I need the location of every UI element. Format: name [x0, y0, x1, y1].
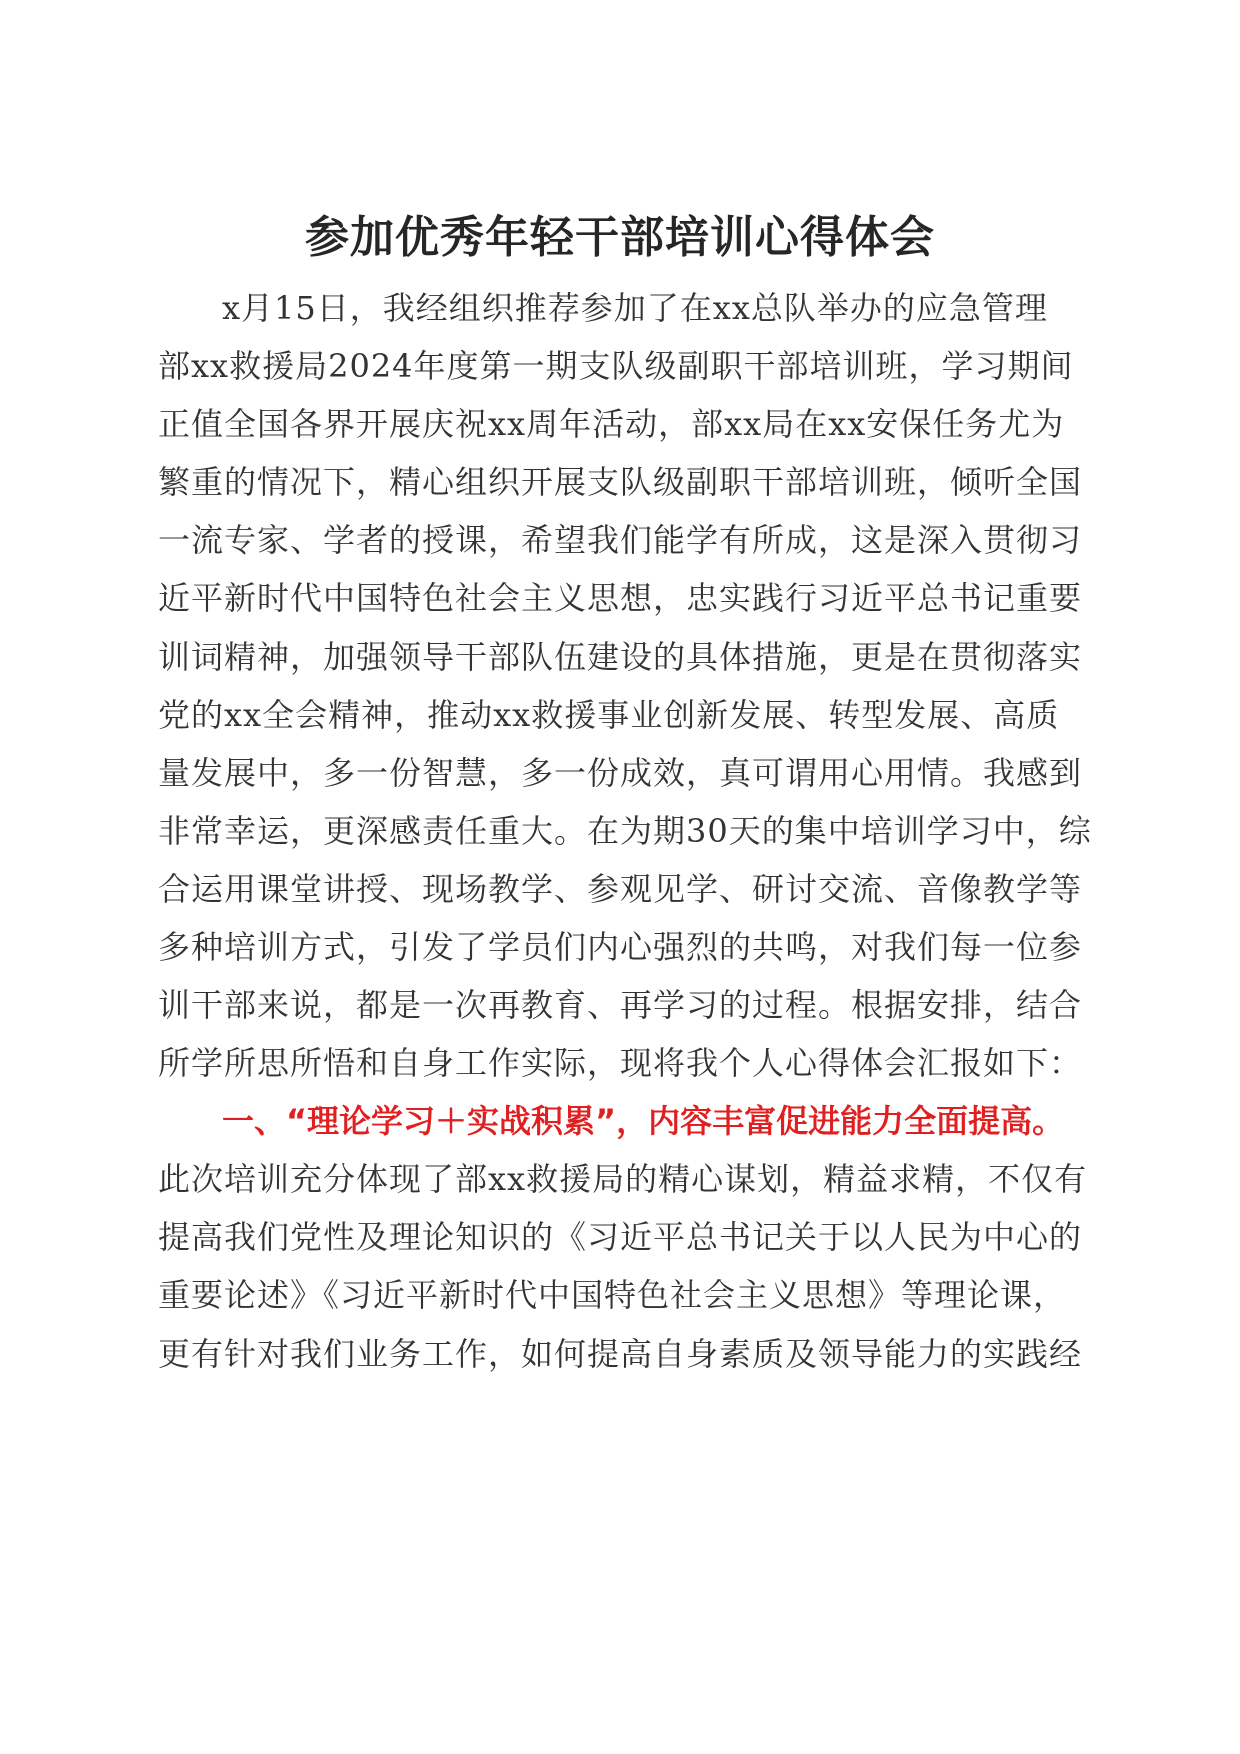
- paragraph-line: 党的xx全会精神，推动xx救援事业创新发展、转型发展、高质: [158, 696, 1060, 734]
- section-heading: 一、“理论学习＋实战积累”，内容丰富促进能力全面提高。: [222, 1102, 1065, 1140]
- paragraph-line: 所学所思所悟和自身工作实际，现将我个人心得体会汇报如下：: [158, 1044, 1083, 1082]
- paragraph-line: 正值全国各界开展庆祝xx周年活动，部xx局在xx安保任务尤为: [158, 405, 1065, 443]
- paragraph-line: 此次培训充分体现了部xx救援局的精心谋划，精益求精，不仅有: [158, 1160, 1088, 1198]
- paragraph-line: 一流专家、学者的授课，希望我们能学有所成，这是深入贯彻习: [158, 521, 1083, 559]
- paragraph-line: x月15日，我经组织推荐参加了在xx总队举办的应急管理: [222, 289, 1048, 327]
- paragraph-line: 多种培训方式，引发了学员们内心强烈的共鸣，对我们每一位参: [158, 928, 1083, 966]
- paragraph-line: 非常幸运，更深感责任重大。在为期30天的集中培训学习中，综: [158, 812, 1092, 850]
- paragraph-line: 重要论述》《习近平新时代中国特色社会主义思想》等理论课，: [158, 1276, 1067, 1314]
- paragraph-line: 部xx救援局2024年度第一期支队级副职干部培训班，学习期间: [158, 347, 1074, 385]
- paragraph-line: 提高我们党性及理论知识的《习近平总书记关于以人民为中心的: [158, 1218, 1083, 1256]
- paragraph-line: 训词精神，加强领导干部队伍建设的具体措施，更是在贯彻落实: [158, 638, 1083, 676]
- document-title: 参加优秀年轻干部培训心得体会: [305, 212, 935, 263]
- paragraph-line: 繁重的情况下，精心组织开展支队级副职干部培训班，倾听全国: [158, 463, 1083, 501]
- paragraph-line: 训干部来说，都是一次再教育、再学习的过程。根据安排，结合: [158, 986, 1083, 1024]
- paragraph-line: 更有针对我们业务工作，如何提高自身素质及领导能力的实践经: [158, 1335, 1083, 1373]
- paragraph-line: 量发展中，多一份智慧，多一份成效，真可谓用心用情。我感到: [158, 754, 1083, 792]
- paragraph-line: 合运用课堂讲授、现场教学、参观见学、研讨交流、音像教学等: [158, 870, 1083, 908]
- paragraph-line: 近平新时代中国特色社会主义思想，忠实践行习近平总书记重要: [158, 579, 1083, 617]
